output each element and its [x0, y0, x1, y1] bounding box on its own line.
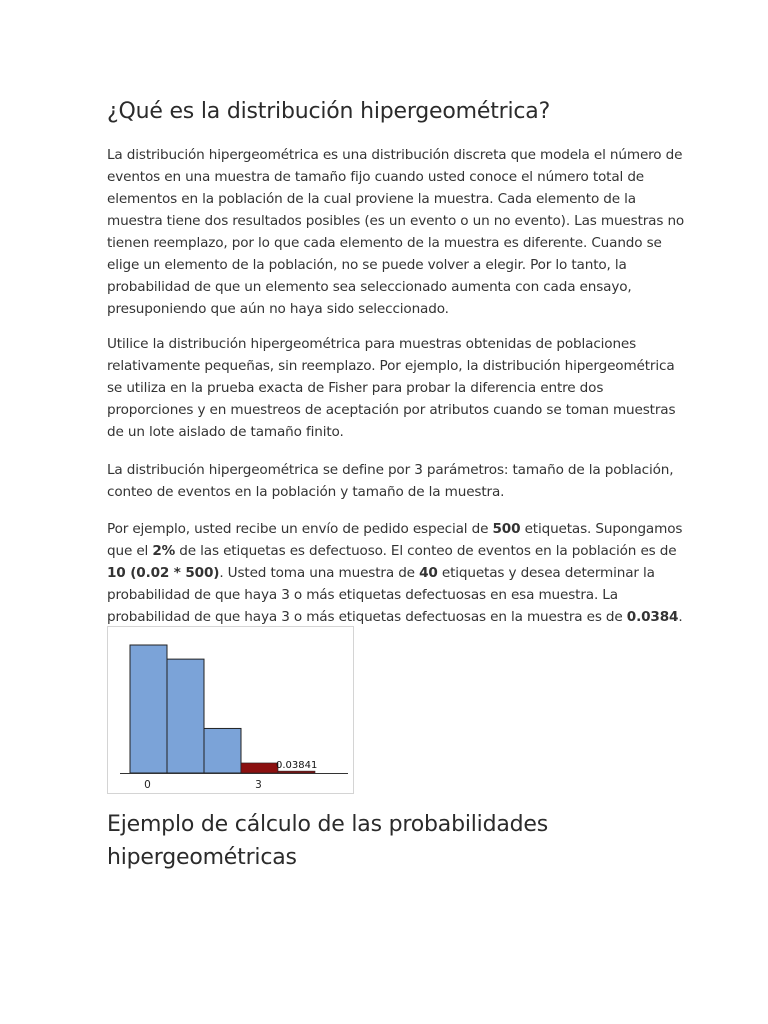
text-line: proporciones y en muestreos de aceptación por atributos cuando se toman muestras — [107, 402, 676, 418]
text-line: tienen reemplazo, por lo que cada elemento de la muestra es diferente. Cuando se — [107, 235, 662, 251]
text-line: muestra tiene dos resultados posibles (es un evento o un no evento). Las muestras no — [107, 213, 685, 229]
text-line: de un lote aislado de tamaño finito. — [107, 424, 344, 440]
bar-2 — [204, 728, 241, 773]
bar-4 — [278, 771, 315, 773]
text-segment: . Usted toma una muestra de — [219, 565, 420, 581]
highlight-probability-label: 0.03841 — [276, 760, 318, 771]
bold-value: 10 (0.02 * 500) — [107, 565, 220, 581]
heading-line: hipergeométricas — [107, 845, 297, 870]
bold-value: 2% — [152, 543, 176, 559]
text-line: elementos en la población de la cual proviene la muestra. Cada elemento de la — [107, 191, 636, 207]
bar-0 — [130, 645, 167, 773]
paragraph-example — [107, 518, 683, 628]
text-line: se utiliza en la prueba exacta de Fisher para probar la diferencia entre dos — [107, 380, 604, 396]
page-title: ¿Qué es la distribución hipergeométrica? — [107, 99, 551, 124]
text-line: Utilice la distribución hipergeométrica para muestras obtenidas de poblaciones — [107, 336, 637, 352]
text-line: eventos en una muestra de tamaño fijo cuando usted conoce el número total de — [107, 169, 645, 185]
text-line: La distribución hipergeométrica es una distribución discreta que modela el número de — [107, 147, 683, 163]
text-line: La distribución hipergeométrica se define por 3 parámetros: tamaño de la población, — [107, 462, 674, 478]
bold-value: 40 — [419, 565, 438, 581]
text-line: presuponiendo que aún no haya sido seleccionado. — [107, 301, 449, 317]
text-line — [107, 518, 683, 540]
text-segment: etiquetas. Supongamos — [520, 521, 683, 537]
tick-label-0: 0 — [144, 779, 151, 791]
paragraph-parameters — [107, 459, 674, 503]
text-line: probabilidad de que un elemento sea seleccionado aumenta con cada ensayo, — [107, 279, 632, 295]
heading-line: Ejemplo de cálculo de las probabilidades — [107, 812, 548, 837]
text-segment: probabilidad de que haya 3 o más etiquetas defectuosas en la muestra es de — [107, 609, 627, 625]
text-line — [107, 562, 663, 584]
text-line: elige un elemento de la población, no se puede volver a elegir. Por lo tanto, la — [107, 257, 627, 273]
text-segment: Por ejemplo, usted recibe un envío de pedido especial de — [107, 521, 493, 537]
text-segment: etiquetas y desea determinar la — [437, 565, 655, 581]
bold-value: 500 — [492, 521, 521, 537]
text-segment: . — [678, 609, 683, 625]
text-line — [107, 606, 683, 628]
section-heading — [107, 808, 548, 874]
text-line: probabilidad de que haya 3 o más etiquetas defectuosas en esa muestra. La — [107, 587, 618, 603]
text-line: relativamente pequeñas, sin reemplazo. Por ejemplo, la distribución hipergeométrica — [107, 358, 675, 374]
tick-label-3: 3 — [255, 779, 262, 791]
paragraph-usage — [107, 333, 676, 443]
text-line — [107, 540, 677, 562]
paragraph-definition — [107, 144, 685, 320]
chart-svg — [108, 627, 353, 793]
bar-1 — [167, 659, 204, 773]
text-line: conteo de eventos en la población y tamaño de la muestra. — [107, 484, 505, 500]
bar-3 — [241, 763, 278, 773]
text-segment: que el — [107, 543, 153, 559]
text-segment: de las etiquetas es defectuoso. El conteo de eventos en la población es de — [175, 543, 677, 559]
probability-chart — [107, 626, 354, 794]
bold-value: 0.0384 — [626, 609, 679, 625]
